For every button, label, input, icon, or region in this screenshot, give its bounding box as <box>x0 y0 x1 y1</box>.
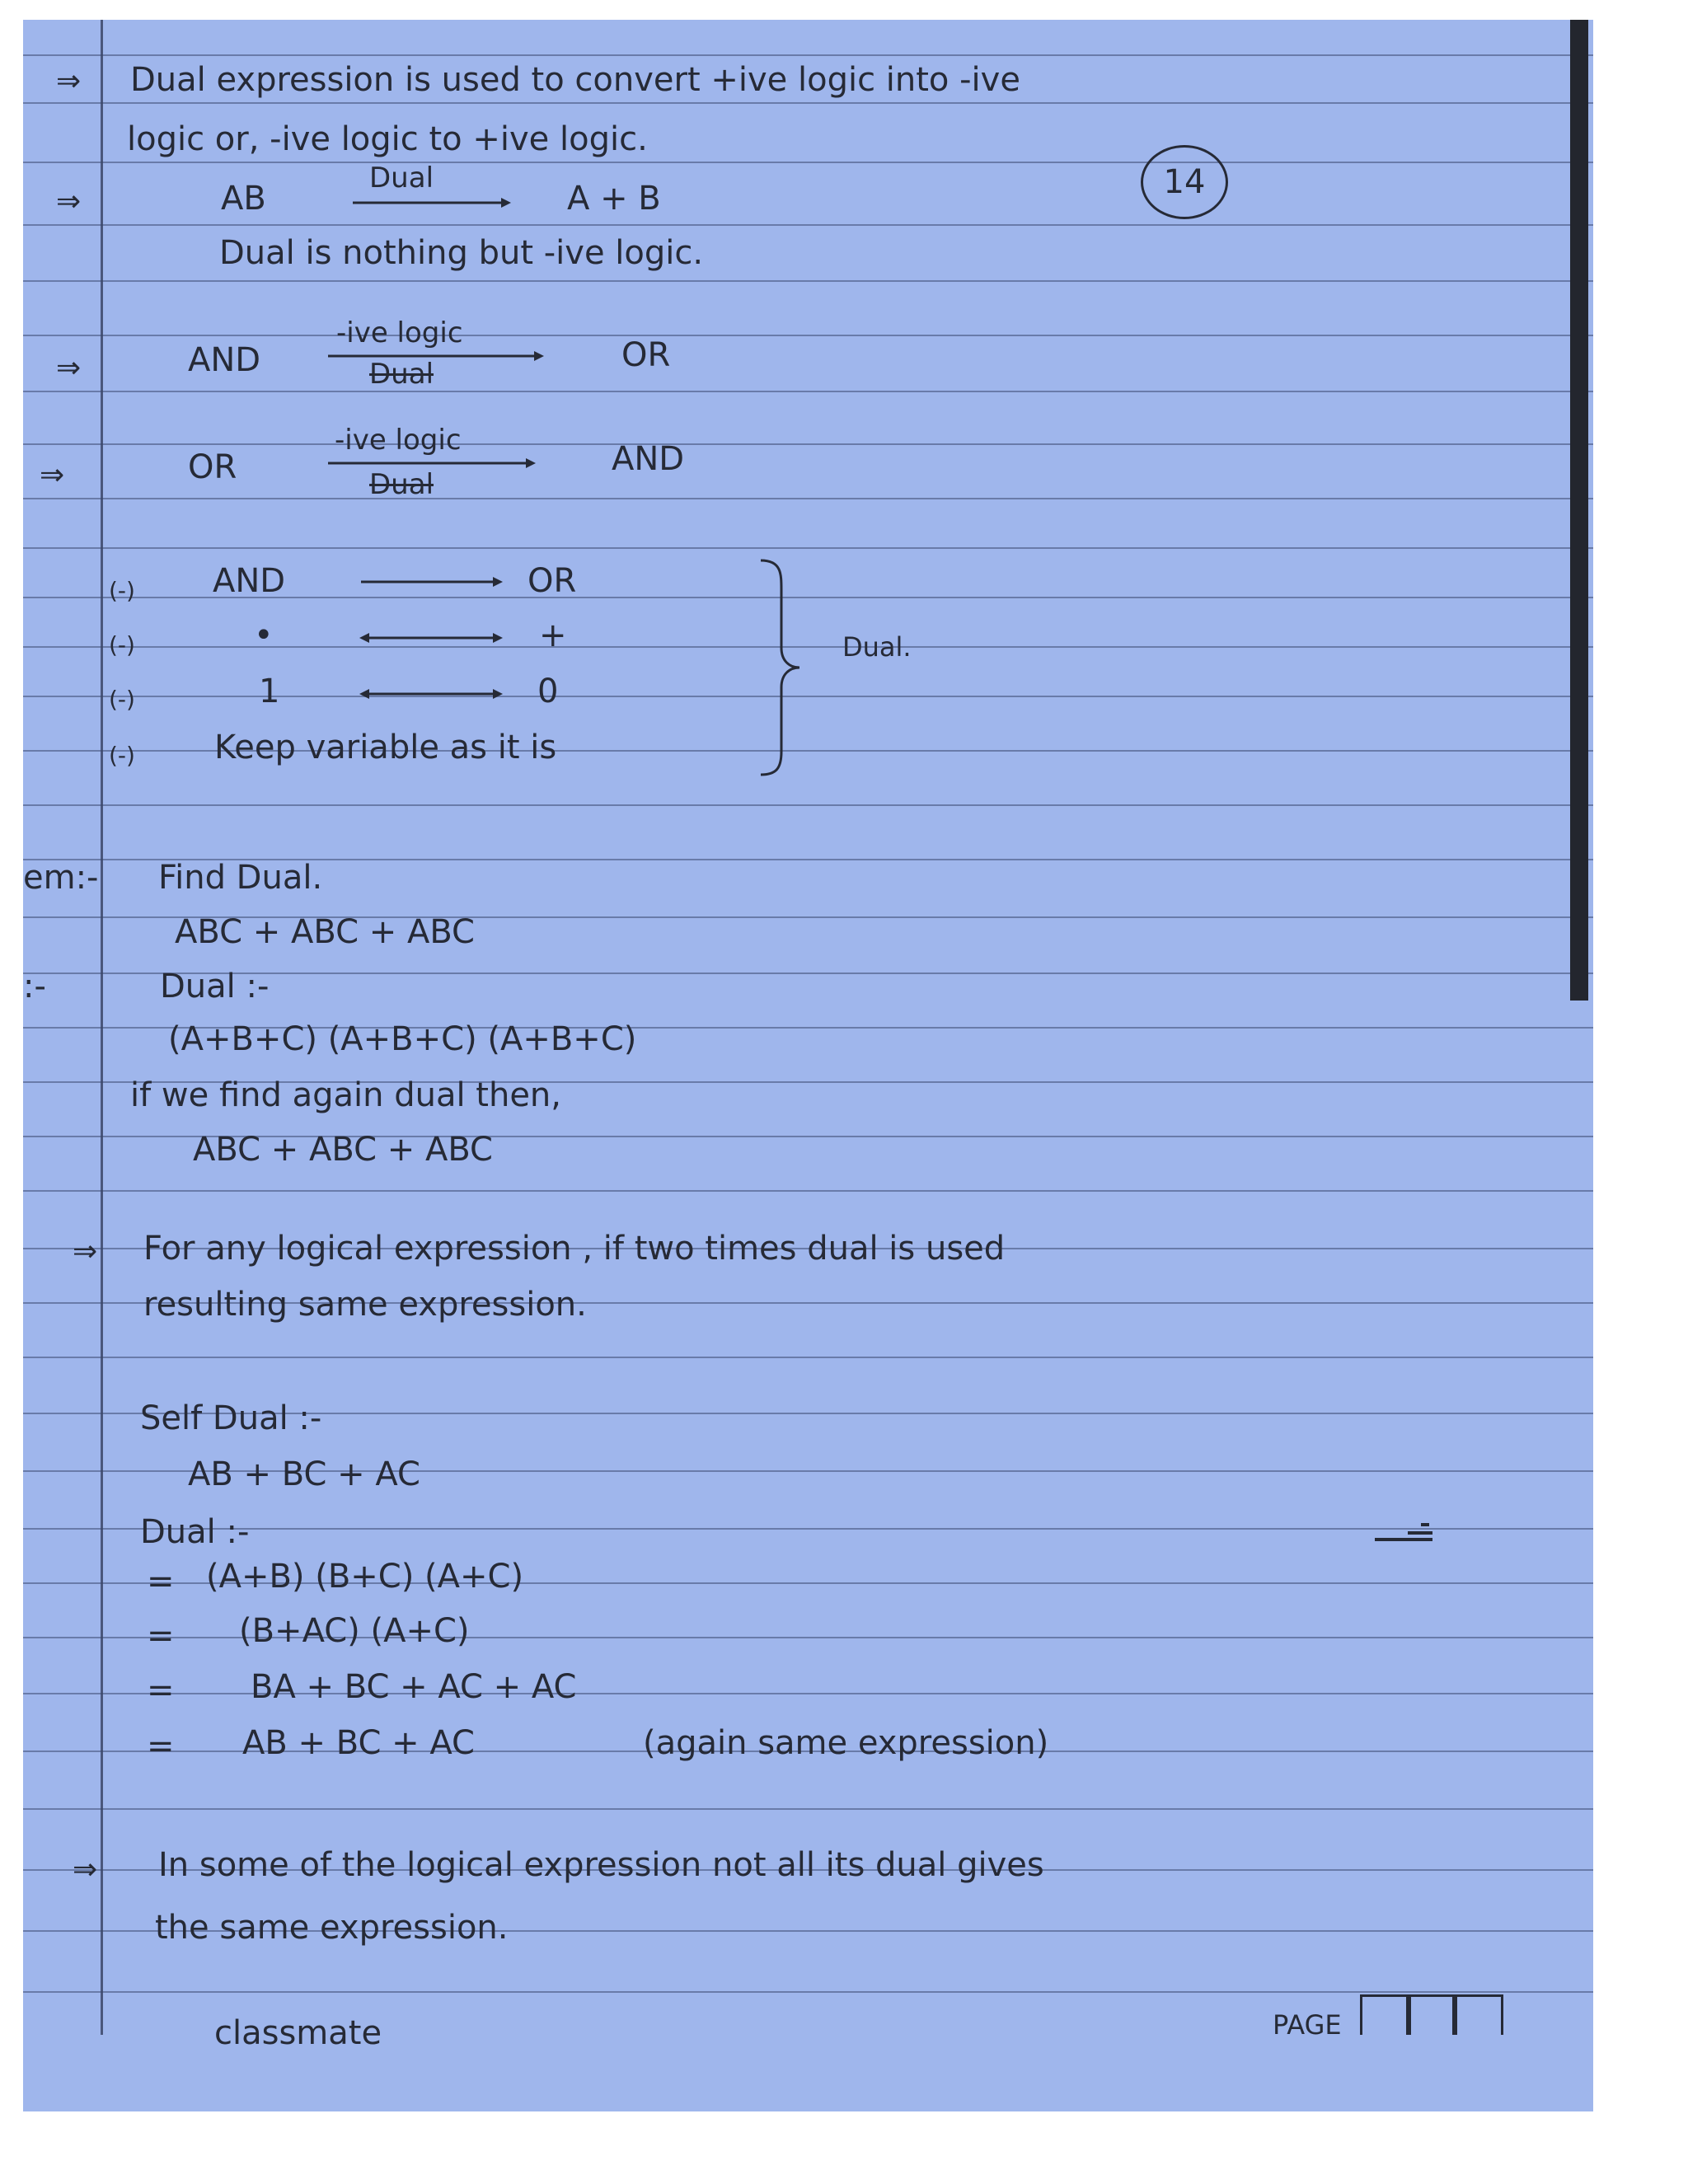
arrow-icon: ⇒ <box>73 1235 98 1268</box>
neg-logic-label: -ive logic <box>336 316 463 349</box>
dual-over-arrow: Dual <box>369 162 434 194</box>
step-4-note: (again same expression) <box>643 1724 1049 1762</box>
equals-sign: = <box>147 1617 175 1655</box>
dual-colon: Dual :- <box>140 1513 250 1551</box>
dual-nothing-line: Dual is nothing but -ive logic. <box>219 234 704 272</box>
rule-or: OR <box>528 562 577 600</box>
last-line-1: In some of the logical expression not all its dual gives <box>158 1846 1044 1884</box>
rule-one: 1 <box>259 673 280 710</box>
problem-label: em:- <box>23 859 99 897</box>
dual-under-label: Dual <box>369 468 434 501</box>
and-label: AND <box>188 341 261 379</box>
step-3: BA + BC + AC + AC <box>251 1668 577 1706</box>
brace-label: Dual. <box>842 631 912 663</box>
again-dual: if we find again dual then, <box>130 1076 561 1114</box>
right-arrow-icon <box>328 348 542 364</box>
note-line-1: Dual expression is used to convert +ive logic into -ive <box>130 61 1020 99</box>
page-number-box <box>1452 1994 1503 2035</box>
or-label: OR <box>188 448 237 486</box>
arrow-icon: ⇒ <box>56 351 82 385</box>
margin-line <box>101 20 103 2035</box>
right-arrow-icon <box>353 194 509 211</box>
notebook-page <box>23 20 1593 2111</box>
dual-colon: Dual :- <box>160 968 270 1005</box>
expr-1: ABC + ABC + ABC <box>175 913 475 951</box>
neg-logic-label: -ive logic <box>335 424 462 457</box>
self-dual-heading: Self Dual :- <box>140 1399 322 1437</box>
twice-line-2: resulting same expression. <box>143 1286 587 1324</box>
rule-dot: • <box>254 616 274 654</box>
bullet: (-) <box>109 577 135 604</box>
underline-mark <box>1375 1518 1441 1543</box>
note-line-2: logic or, -ive logic to +ive logic. <box>127 120 648 158</box>
self-expr: AB + BC + AC <box>188 1455 420 1493</box>
page-number-box <box>1360 1994 1411 2035</box>
bullet: (-) <box>109 742 135 769</box>
brace-icon <box>757 557 806 780</box>
right-arrow-icon <box>361 574 501 590</box>
find-dual: Find Dual. <box>158 859 323 897</box>
rule-keep: Keep variable as it is <box>214 729 557 766</box>
equals-sign: = <box>147 1671 175 1709</box>
expr-a-plus-b: A + B <box>567 180 661 218</box>
bullet: (-) <box>109 631 135 658</box>
double-arrow-icon <box>361 630 501 646</box>
brand-logo: classmate <box>214 2014 382 2052</box>
page-label: PAGE <box>1273 2009 1342 2041</box>
double-arrow-icon <box>361 686 501 702</box>
dual-under-label: Dual <box>369 358 434 391</box>
solution-label: :- <box>23 968 46 1005</box>
page-number-circle <box>1141 145 1228 219</box>
rule-zero: 0 <box>537 673 559 710</box>
expr-2: ABC + ABC + ABC <box>193 1131 493 1169</box>
arrow-icon: ⇒ <box>40 458 65 492</box>
step-2: (B+AC) (A+C) <box>239 1612 470 1650</box>
bullet: (-) <box>109 686 135 713</box>
last-line-2: the same expression. <box>155 1909 509 1947</box>
arrow-icon: ⇒ <box>73 1853 98 1886</box>
page-number-box <box>1406 1994 1457 2035</box>
and-label: AND <box>612 440 685 478</box>
twice-line-1: For any logical expression , if two times dual is used <box>143 1230 1006 1268</box>
rule-plus: + <box>539 616 567 654</box>
rule-and: AND <box>213 562 286 600</box>
arrow-icon: ⇒ <box>56 185 82 218</box>
notebook-binding-edge <box>1570 20 1588 1001</box>
equals-sign: = <box>147 1727 175 1765</box>
step-4: AB + BC + AC <box>242 1724 475 1762</box>
expr-ab: AB <box>221 180 266 218</box>
equals-sign: = <box>147 1563 175 1601</box>
step-1: (A+B) (B+C) (A+C) <box>206 1558 524 1596</box>
expr-dual: (A+B+C) (A+B+C) (A+B+C) <box>168 1020 637 1058</box>
or-label: OR <box>621 336 671 374</box>
page-number: 14 <box>1163 163 1206 201</box>
arrow-icon: ⇒ <box>56 64 82 98</box>
